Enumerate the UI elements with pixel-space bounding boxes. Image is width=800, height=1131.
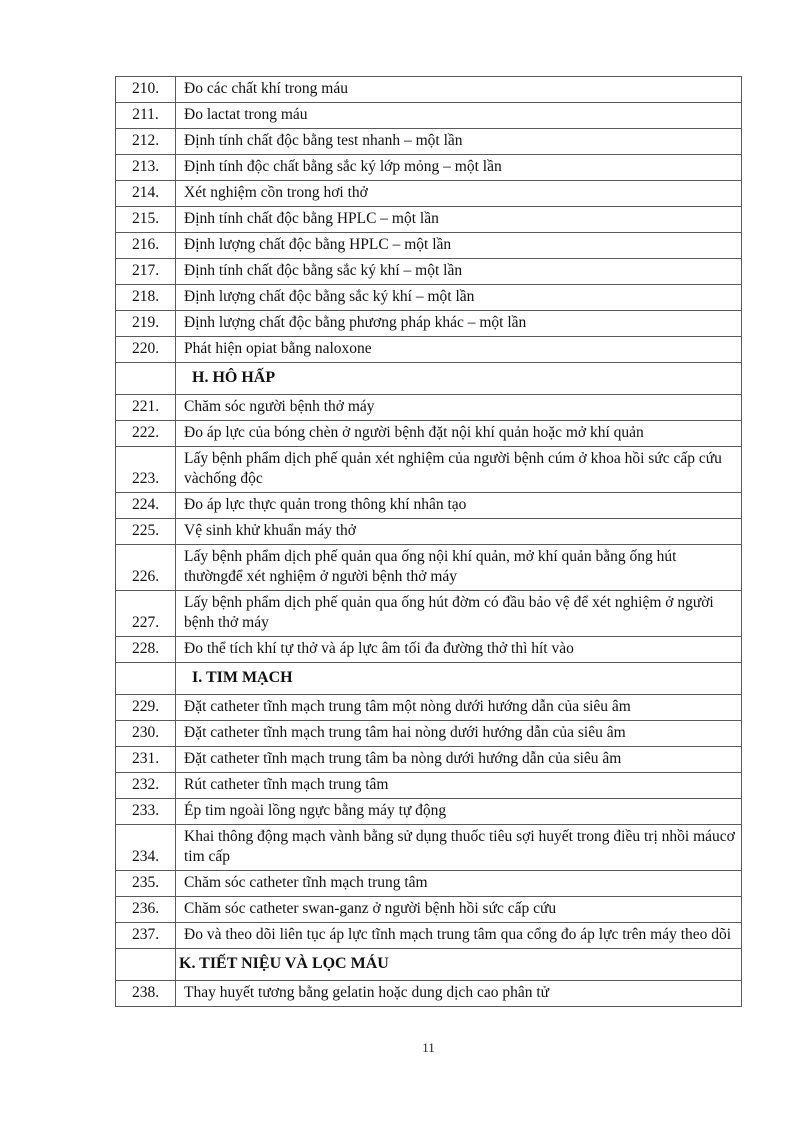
table-row [116,129,742,155]
row-number: 233. [116,799,176,825]
row-number: 220. [116,337,176,363]
table-row [116,233,742,259]
table-row [116,773,742,799]
row-number: 228. [116,637,176,663]
row-text: Đặt catheter tĩnh mạch trung tâm ba nòng dưới hướng dẫn của siêu âm [176,747,742,773]
row-number: 212. [116,129,176,155]
table-row [116,923,742,949]
row-number: 237. [116,923,176,949]
row-number: 219. [116,311,176,337]
row-text: Đặt catheter tĩnh mạch trung tâm hai nòng dưới hướng dẫn của siêu âm [176,721,742,747]
row-number [116,663,176,695]
row-number: 222. [116,421,176,447]
row-text: Ép tim ngoài lồng ngực bằng máy tự động [176,799,742,825]
row-text: Đặt catheter tĩnh mạch trung tâm một nòng dưới hướng dẫn của siêu âm [176,695,742,721]
table-row [116,421,742,447]
row-text: Lấy bệnh phẩm dịch phế quản qua ống nội khí quản, mở khí quản bằng ống hút thườngđể xét nghiệm ở người bệnh thở máy [176,545,742,591]
row-text: Rút catheter tĩnh mạch trung tâm [176,773,742,799]
row-number: 231. [116,747,176,773]
row-number: 235. [116,871,176,897]
table-row [116,181,742,207]
row-text: Đo áp lực thực quản trong thông khí nhân tạo [176,493,742,519]
row-number: 214. [116,181,176,207]
row-text: Định lượng chất độc bằng HPLC – một lần [176,233,742,259]
row-number: 226. [116,545,176,591]
table-row [116,799,742,825]
row-text: Xét nghiệm cồn trong hơi thở [176,181,742,207]
section-title: H. HÔ HẤP [176,363,742,395]
table-row [116,285,742,311]
row-text: Định tính độc chất bằng sắc ký lớp mỏng – một lần [176,155,742,181]
row-text: Định lượng chất độc bằng sắc ký khí – một lần [176,285,742,311]
row-text: Chăm sóc catheter swan-ganz ở người bệnh hồi sức cấp cứu [176,897,742,923]
section-row [116,363,742,395]
table-row [116,259,742,285]
row-text: Thay huyết tương bằng gelatin hoặc dung dịch cao phân tử [176,981,742,1007]
row-number: 217. [116,259,176,285]
row-number: 216. [116,233,176,259]
section-title: K. TIẾT NIỆU VÀ LỌC MÁU [176,949,742,981]
table-row [116,207,742,233]
table-row [116,155,742,181]
row-number: 211. [116,103,176,129]
row-number: 236. [116,897,176,923]
row-text: Lấy bệnh phẩm dịch phế quản qua ống hút đờm có đầu bảo vệ để xét nghiệm ở người bệnh thở máy [176,591,742,637]
row-text: Lấy bệnh phẩm dịch phế quản xét nghiệm của người bệnh cúm ở khoa hồi sức cấp cứu vàchống độc [176,447,742,493]
table-row [116,871,742,897]
table-row [116,721,742,747]
table-row [116,519,742,545]
table-row [116,311,742,337]
table-row [116,825,742,871]
row-text: Đo thể tích khí tự thở và áp lực âm tối đa đường thở thì hít vào [176,637,742,663]
row-number [116,949,176,981]
row-text: Chăm sóc catheter tĩnh mạch trung tâm [176,871,742,897]
table-row [116,591,742,637]
table-row [116,747,742,773]
row-number: 234. [116,825,176,871]
procedure-table-body [116,77,742,1007]
row-number: 215. [116,207,176,233]
table-row [116,637,742,663]
row-number: 218. [116,285,176,311]
table-row [116,897,742,923]
document-page [115,76,742,1007]
section-row [116,663,742,695]
row-text: Định tính chất độc bằng sắc ký khí – một lần [176,259,742,285]
row-text: Định tính chất độc bằng HPLC – một lần [176,207,742,233]
row-number: 210. [116,77,176,103]
row-text: Định lượng chất độc bằng phương pháp khác – một lần [176,311,742,337]
section-row [116,949,742,981]
row-text: Đo áp lực của bóng chèn ở người bệnh đặt nội khí quản hoặc mở khí quản [176,421,742,447]
table-row [116,493,742,519]
row-number: 223. [116,447,176,493]
table-row [116,337,742,363]
row-text: Định tính chất độc bằng test nhanh – một lần [176,129,742,155]
table-row [116,77,742,103]
row-text: Phát hiện opiat bằng naloxone [176,337,742,363]
table-row [116,545,742,591]
row-number: 213. [116,155,176,181]
row-text: Vệ sinh khử khuẩn máy thở [176,519,742,545]
row-text: Đo lactat trong máu [176,103,742,129]
row-number: 227. [116,591,176,637]
table-row [116,103,742,129]
row-number [116,363,176,395]
row-number: 221. [116,395,176,421]
row-number: 232. [116,773,176,799]
table-row [116,447,742,493]
page-number: 11 [422,1040,435,1055]
section-title: I. TIM MẠCH [176,663,742,695]
table-row [116,695,742,721]
table-row [116,981,742,1007]
row-number: 225. [116,519,176,545]
row-number: 229. [116,695,176,721]
procedure-table [115,76,742,1007]
row-text: Đo và theo dõi liên tục áp lực tĩnh mạch trung tâm qua cổng đo áp lực trên máy theo dõi [176,923,742,949]
table-row [116,395,742,421]
row-text: Khai thông động mạch vành bằng sử dụng thuốc tiêu sợi huyết trong điều trị nhồi máucơ tim cấp [176,825,742,871]
row-number: 238. [116,981,176,1007]
row-text: Chăm sóc người bệnh thở máy [176,395,742,421]
row-number: 224. [116,493,176,519]
row-number: 230. [116,721,176,747]
row-text: Đo các chất khí trong máu [176,77,742,103]
